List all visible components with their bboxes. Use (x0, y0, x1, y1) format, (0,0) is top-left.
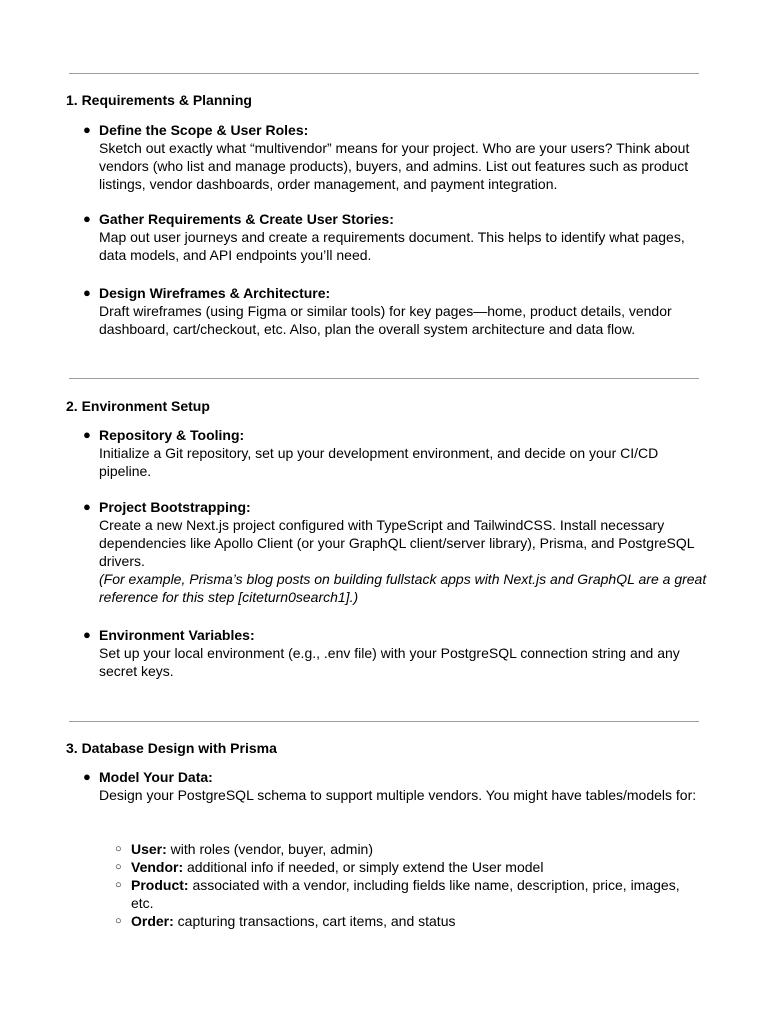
sub-list-item (115, 840, 691, 858)
circle-bullet-icon: ○ (115, 915, 122, 927)
section-divider (69, 73, 699, 74)
bullet-icon: ● (83, 769, 91, 784)
item-note: (For example, Prisma’s blog posts on building fullstack apps with Next.js and GraphQL are a great reference for this step [citeturn0search1].) (99, 571, 707, 605)
sub-item-label: Order: (131, 913, 174, 929)
item-label: Project Bootstrapping: (99, 499, 251, 515)
list-item (83, 284, 709, 338)
section-divider (69, 378, 699, 379)
item-text: Sketch out exactly what “multivendor” means for your project. Who are your users? Think about vendors (who list and manage products), buyers, and admins. List out features such as product listings, vendor dashboards, order management, and payment integration. (99, 140, 690, 192)
sub-item-text: with roles (vendor, buyer, admin) (166, 841, 374, 857)
item-text: Draft wireframes (using Figma or similar tools) for key pages—home, product details, vendor dashboard, cart/checkout, etc. Also, plan the overall system architecture and data flow. (99, 303, 672, 337)
circle-bullet-icon: ○ (115, 861, 122, 873)
item-label: Environment Variables: (99, 627, 255, 643)
item-label: Repository & Tooling: (99, 427, 245, 443)
item-label: Gather Requirements & Create User Stories: (99, 211, 394, 227)
circle-bullet-icon: ○ (115, 843, 122, 855)
sub-item-text: additional info if needed, or simply extend the User model (183, 859, 544, 875)
circle-bullet-icon: ○ (115, 879, 122, 891)
list-item (83, 626, 709, 680)
bullet-icon: ● (83, 627, 91, 642)
list-item (83, 498, 709, 606)
sub-item-label: Product: (131, 877, 189, 893)
bullet-icon: ● (83, 122, 91, 137)
item-label: Model Your Data: (99, 769, 213, 785)
section-heading: 3. Database Design with Prisma (66, 740, 277, 756)
sub-item-label: User: (131, 841, 167, 857)
sub-list-item (115, 858, 691, 876)
sub-item-text: associated with a vendor, including fields like name, description, price, images, etc. (131, 877, 680, 911)
item-label: Design Wireframes & Architecture: (99, 285, 331, 301)
list-item (83, 121, 709, 193)
item-text: Initialize a Git repository, set up your development environment, and decide on your CI/CD pipeline. (99, 445, 659, 479)
sub-item-label: Vendor: (131, 859, 184, 875)
bullet-icon: ● (83, 285, 91, 300)
list-item (83, 210, 709, 264)
item-text: Design your PostgreSQL schema to support multiple vendors. You might have tables/models for: (99, 787, 697, 803)
item-text: Create a new Next.js project configured with TypeScript and TailwindCSS. Install necessary dependencies like Apollo Client (or your GraphQL client/server library), Prisma, and PostgreSQL drivers. (99, 517, 695, 569)
section-heading: 2. Environment Setup (66, 398, 210, 414)
sub-list-item (115, 876, 691, 912)
list-item (83, 426, 709, 480)
item-text: Set up your local environment (e.g., .env file) with your PostgreSQL connection string and any secret keys. (99, 645, 680, 679)
bullet-icon: ● (83, 211, 91, 226)
section-divider (69, 721, 699, 722)
item-text: Map out user journeys and create a requirements document. This helps to identify what pages, data models, and API endpoints you’ll need. (99, 229, 685, 263)
bullet-icon: ● (83, 427, 91, 442)
section-heading: 1. Requirements & Planning (66, 92, 252, 108)
sub-list-item (115, 912, 691, 930)
item-label: Define the Scope & User Roles: (99, 122, 309, 138)
list-item (83, 768, 709, 804)
sub-item-text: capturing transactions, cart items, and status (173, 913, 456, 929)
bullet-icon: ● (83, 499, 91, 514)
